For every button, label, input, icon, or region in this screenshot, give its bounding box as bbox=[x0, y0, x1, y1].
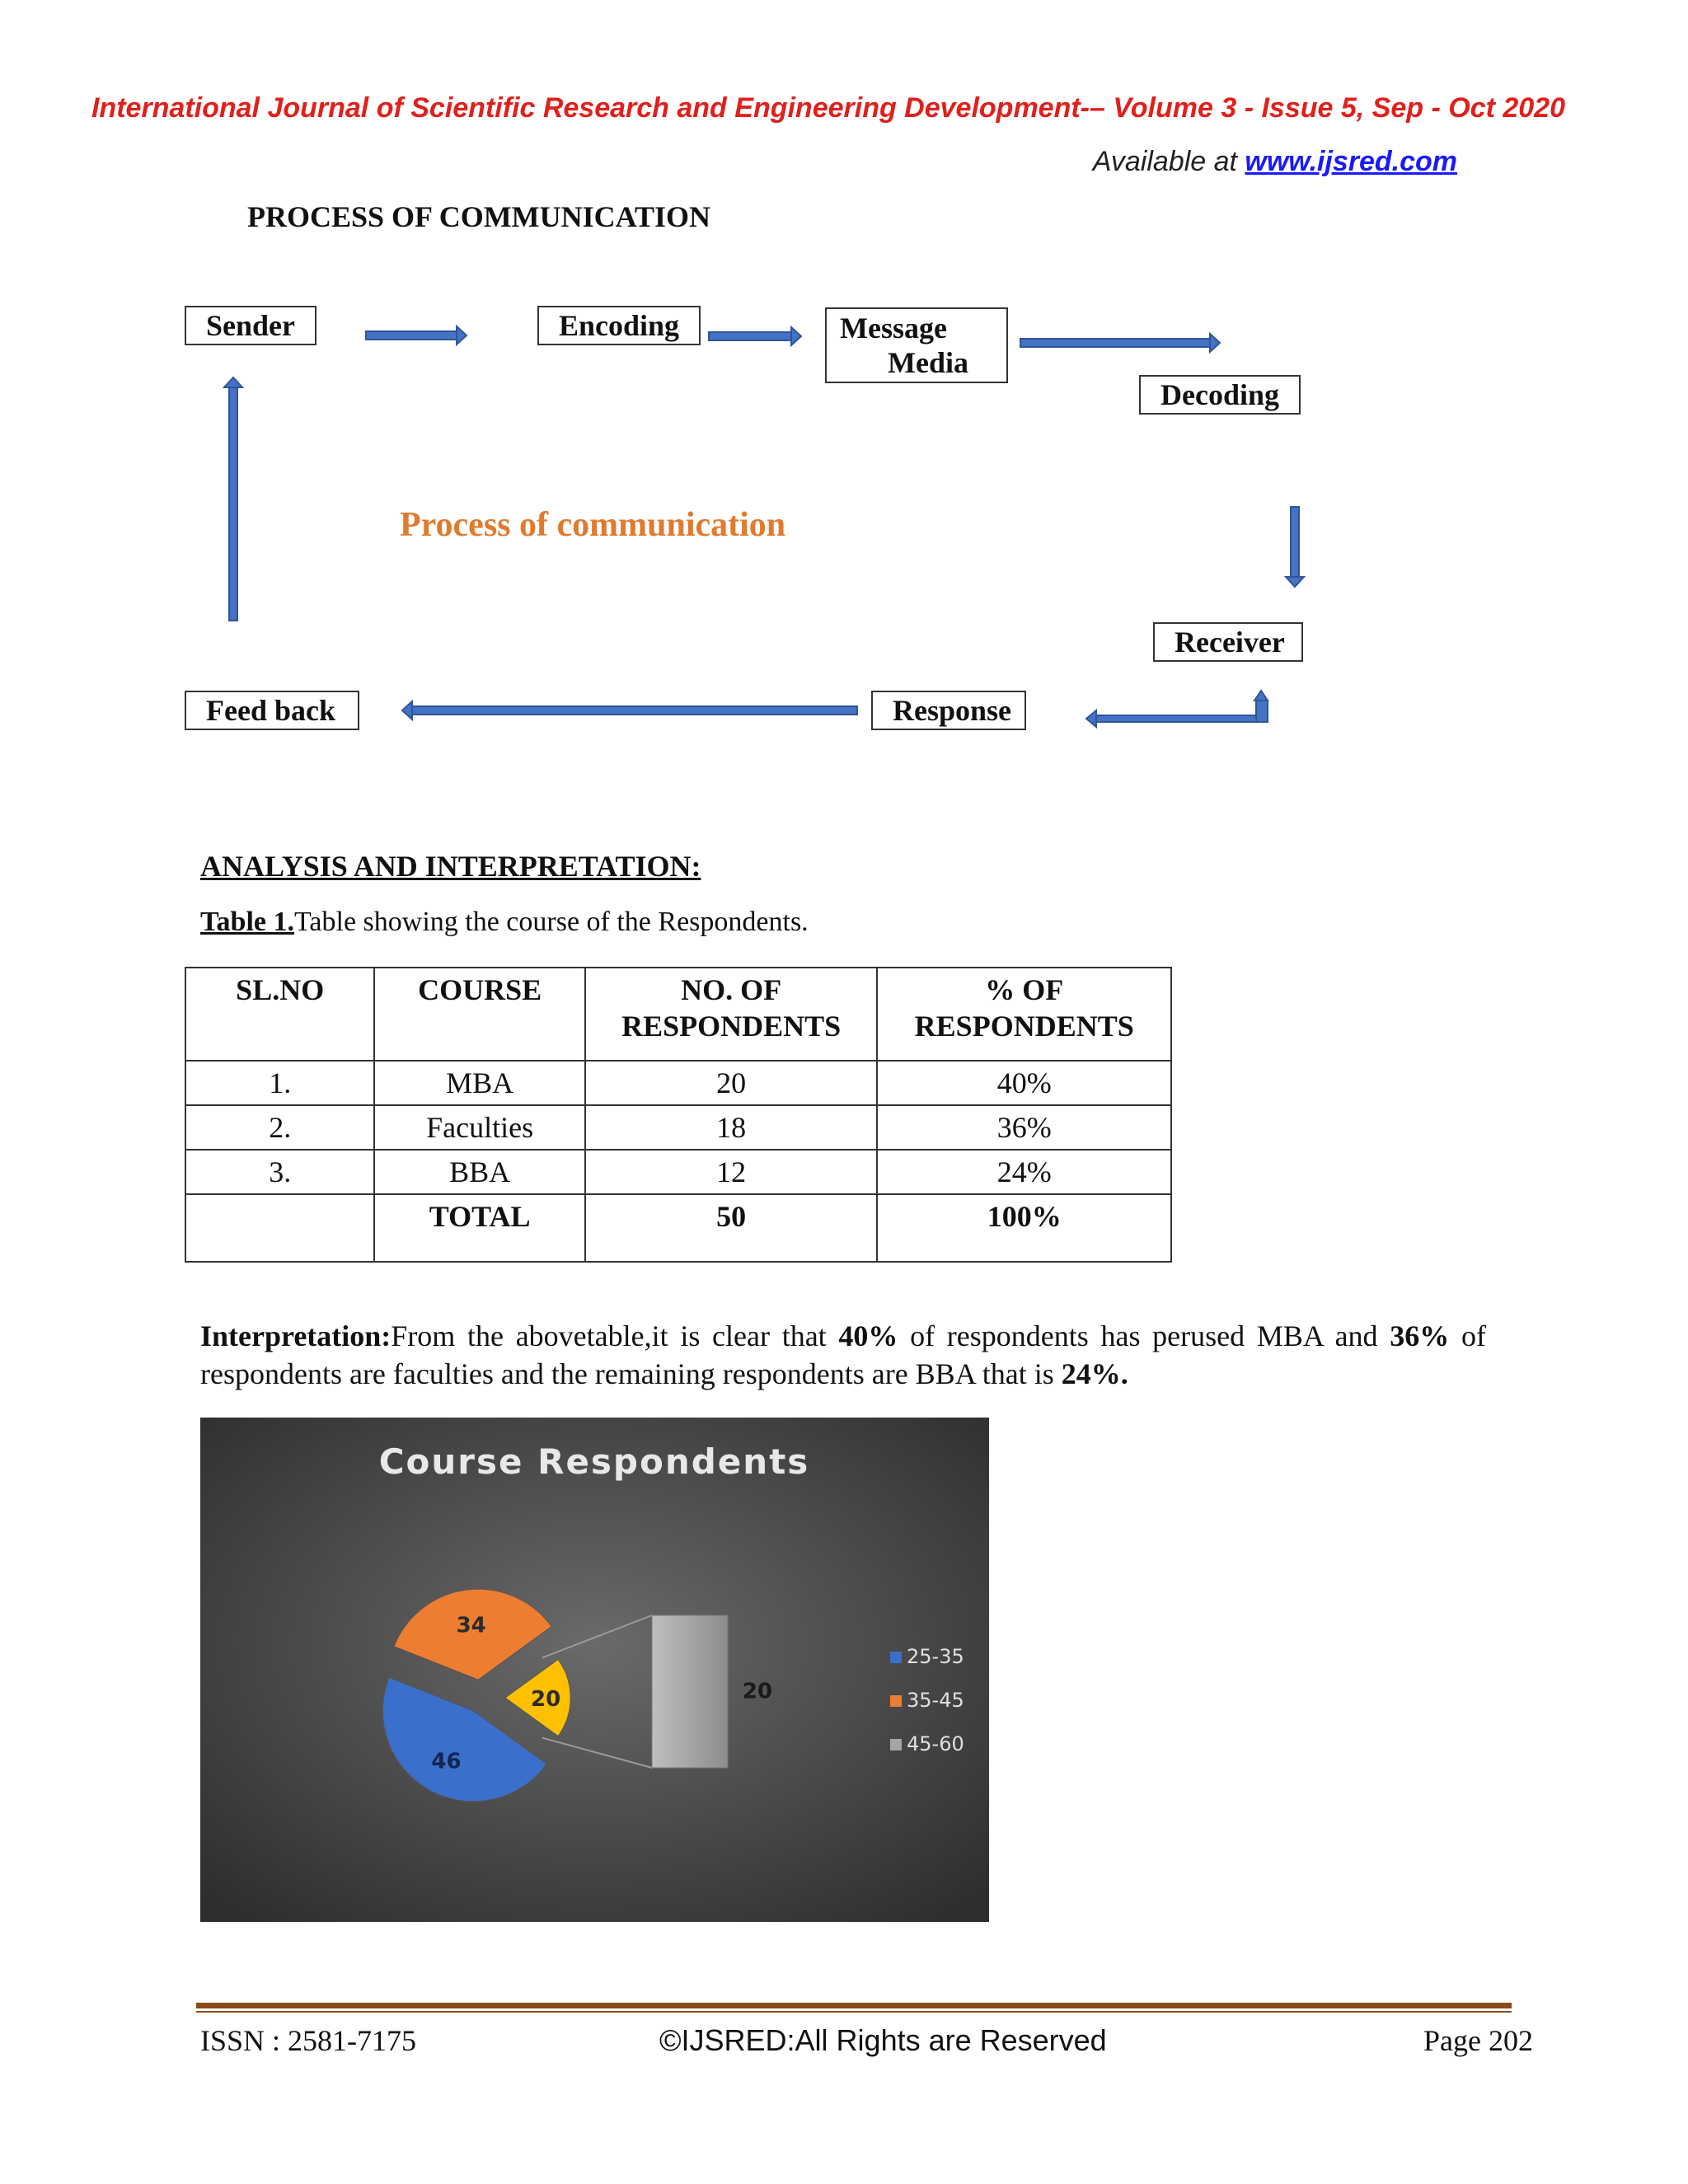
footer-divider bbox=[196, 2003, 1512, 2008]
chart-title: Course Respondents bbox=[378, 1441, 810, 1482]
table-row bbox=[185, 1150, 1171, 1194]
journal-website-link[interactable]: www.ijsred.com bbox=[1245, 146, 1457, 177]
header-course: COURSE bbox=[374, 968, 584, 1061]
table-total-row bbox=[185, 1194, 1171, 1262]
node-encoding: Encoding bbox=[537, 306, 701, 345]
legend-swatch-45-60 bbox=[890, 1739, 902, 1750]
arrow-encoding-message bbox=[709, 332, 791, 340]
cell-count: 20 bbox=[585, 1061, 878, 1105]
arrow-sender-encoding bbox=[366, 331, 457, 340]
bar-of-pie-label: 20 bbox=[742, 1679, 773, 1704]
node-decoding: Decoding bbox=[1139, 375, 1301, 415]
cell-total-label: TOTAL bbox=[374, 1194, 584, 1262]
cell-percent: 36% bbox=[877, 1105, 1171, 1150]
chart-background bbox=[200, 1418, 989, 1922]
interp-bold-1: 40% bbox=[838, 1319, 898, 1352]
course-respondents-chart bbox=[200, 1418, 989, 1922]
header-count: NO. OF RESPONDENTS bbox=[585, 968, 878, 1061]
cell-course: BBA bbox=[374, 1150, 584, 1194]
table-caption-text: Table showing the course of the Respondents. bbox=[294, 907, 809, 937]
diagram-caption: Process of communication bbox=[400, 506, 786, 544]
arrow-receiver-response bbox=[1096, 691, 1268, 722]
cell-total-percent: 100% bbox=[877, 1194, 1171, 1262]
header-percent: % OF RESPONDENTS bbox=[877, 968, 1171, 1061]
cell-slno: 2. bbox=[185, 1105, 374, 1150]
analysis-heading: ANALYSIS AND INTERPRETATION: bbox=[200, 850, 701, 883]
process-diagram-arrows bbox=[0, 0, 1688, 783]
header-slno: SL.NO bbox=[185, 968, 374, 1061]
table-caption-label: Table 1. bbox=[200, 907, 295, 937]
cell-count: 12 bbox=[585, 1150, 878, 1194]
footer-divider-thin bbox=[196, 2011, 1512, 2013]
arrow-decoding-receiver bbox=[1291, 507, 1299, 577]
legend-swatch-35-45 bbox=[890, 1695, 902, 1707]
footer-rights: ©IJSRED:All Rights are Reserved bbox=[659, 2023, 1107, 2057]
interp-text-3: of respondents are faculties and the remaining respondents are BBA that is bbox=[200, 1319, 1486, 1390]
pie-label-25-35: 46 bbox=[431, 1749, 462, 1774]
interpretation-paragraph bbox=[200, 1317, 1486, 1393]
table-caption bbox=[200, 907, 809, 938]
arrow-response-feedback bbox=[412, 706, 857, 715]
interp-bold-2: 36% bbox=[1390, 1319, 1450, 1352]
cell-total-slno bbox=[185, 1194, 374, 1262]
cell-percent: 24% bbox=[877, 1150, 1171, 1194]
table-row bbox=[185, 1105, 1171, 1150]
respondents-table bbox=[185, 967, 1172, 1263]
section-title: PROCESS OF COMMUNICATION bbox=[247, 200, 711, 233]
legend-label-35-45: 35-45 bbox=[907, 1689, 964, 1712]
cell-course: MBA bbox=[374, 1061, 584, 1105]
node-message-media bbox=[825, 307, 1008, 383]
cell-slno: 3. bbox=[185, 1150, 374, 1194]
table-header-row bbox=[185, 968, 1171, 1061]
cell-count: 18 bbox=[585, 1105, 878, 1150]
legend-label-25-35: 25-35 bbox=[907, 1645, 964, 1668]
pie-label-45-60: 20 bbox=[531, 1687, 561, 1712]
arrow-message-decoding bbox=[1020, 339, 1210, 347]
interpretation-label: Interpretation: bbox=[200, 1319, 392, 1352]
arrow-feedback-sender bbox=[229, 387, 237, 621]
footer-issn: ISSN : 2581-7175 bbox=[200, 2024, 417, 2057]
interp-bold-3: 24%. bbox=[1061, 1357, 1128, 1390]
legend-swatch-25-35 bbox=[890, 1652, 902, 1663]
footer-page-number: Page 202 bbox=[1423, 2024, 1533, 2057]
interp-text-1: From the abovetable,it is clear that bbox=[391, 1319, 839, 1352]
node-receiver: Receiver bbox=[1153, 622, 1303, 662]
cell-course: Faculties bbox=[374, 1105, 584, 1150]
legend-label-45-60: 45-60 bbox=[907, 1732, 964, 1755]
node-message-label: Message bbox=[840, 312, 947, 344]
pie-label-35-45: 34 bbox=[456, 1613, 486, 1638]
node-feedback: Feed back bbox=[185, 691, 359, 730]
table-row bbox=[185, 1061, 1171, 1105]
cell-slno: 1. bbox=[185, 1061, 374, 1105]
bar-of-pie bbox=[652, 1615, 728, 1768]
available-prefix: Available at bbox=[1092, 146, 1245, 177]
node-media-label: Media bbox=[888, 346, 968, 379]
cell-total-count: 50 bbox=[585, 1194, 878, 1262]
cell-percent: 40% bbox=[877, 1061, 1171, 1105]
interp-text-2: of respondents has perused MBA and bbox=[898, 1319, 1390, 1352]
journal-header: International Journal of Scientific Research and Engineering Development-– Volume 3 - Issue 5, Sep - Oct 2020 bbox=[91, 92, 1565, 124]
node-response: Response bbox=[871, 691, 1026, 730]
node-sender: Sender bbox=[185, 306, 316, 345]
